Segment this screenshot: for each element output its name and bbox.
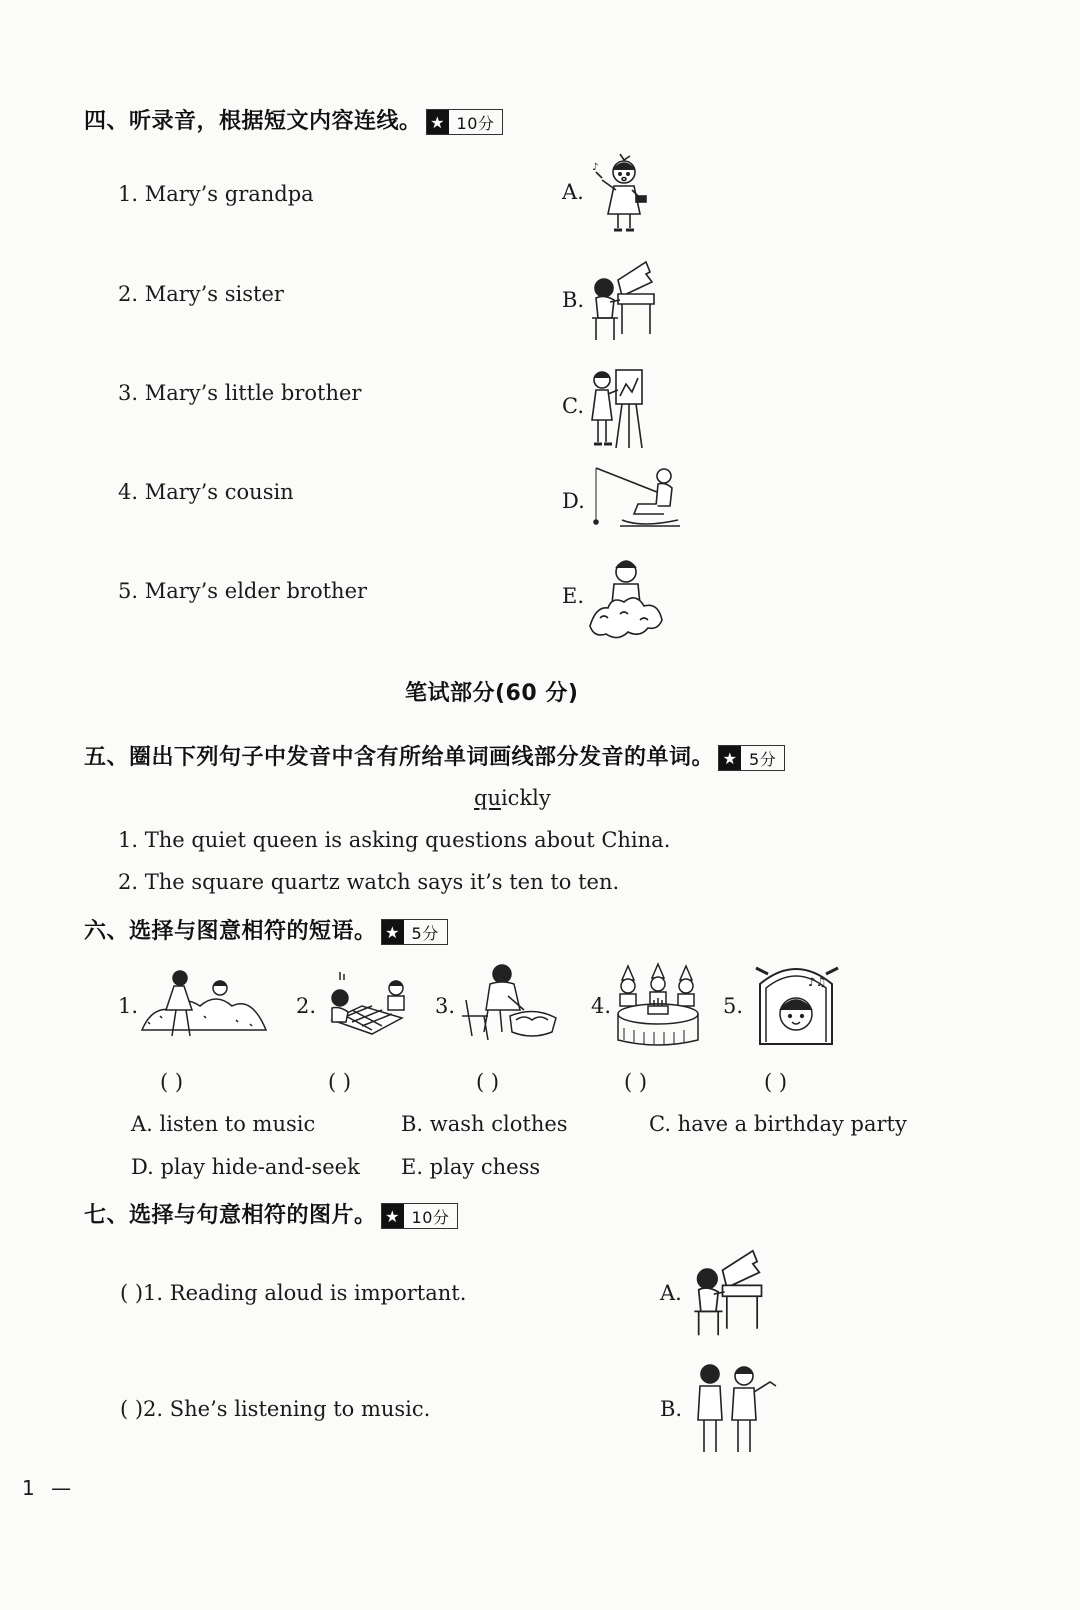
section4-item-5: 5. Mary’s elder brother xyxy=(118,579,368,603)
choice-c: C. have a birthday party xyxy=(649,1112,907,1136)
section5-sentence-1: 1. The quiet queen is asking questions about China. xyxy=(118,828,671,852)
section7-heading: 七、选择与句意相符的图片。 ★ 10分 xyxy=(84,1198,458,1229)
boy-piano-illustration-2 xyxy=(690,1246,768,1340)
girl-painting-illustration xyxy=(586,366,648,450)
answer-blank-1[interactable]: ( ) xyxy=(160,1070,184,1094)
svg-text:♪♫: ♪♫ xyxy=(808,975,827,989)
answer-blank-2[interactable]: ( ) xyxy=(328,1070,352,1094)
key-word-underlined: qu xyxy=(474,786,501,810)
section4-option-b: B. xyxy=(562,288,585,312)
key-word: quickly xyxy=(474,786,551,810)
section6-score-box: ★ 5分 xyxy=(381,919,448,945)
section5-sentence-2: 2. The square quartz watch says it’s ten to ten. xyxy=(118,870,620,894)
birthday-party-illustration xyxy=(612,962,704,1050)
girl-singing-illustration xyxy=(592,150,652,240)
section7-option-a: A. xyxy=(660,1281,682,1305)
section4-heading: 四、听录音，根据短文内容连线。 ★ 10分 xyxy=(84,104,503,135)
section7-sentence-2: ( )2. She’s listening to music. xyxy=(120,1397,431,1421)
section4-option-c: C. xyxy=(562,394,584,418)
hide-and-seek-illustration xyxy=(140,966,268,1046)
choice-a: A. listen to music xyxy=(131,1112,316,1136)
choice-e: E. play chess xyxy=(401,1155,541,1179)
section7-option-b: B. xyxy=(660,1397,683,1421)
answer-blank-5[interactable]: ( ) xyxy=(764,1070,788,1094)
section6-pic-label-1: 1. xyxy=(118,994,139,1018)
choice-d: D. play hide-and-seek xyxy=(131,1155,360,1179)
section5-heading: 五、圈出下列句子中发音中含有所给单词画线部分发音的单词。 ★ 5分 xyxy=(84,740,785,771)
grandpa-fishing-illustration xyxy=(592,464,684,534)
section6-pic-label-4: 4. xyxy=(591,994,612,1018)
section6-heading: 六、选择与图意相符的短语。 ★ 5分 xyxy=(84,914,448,945)
listen-to-music-illustration xyxy=(752,964,842,1050)
section4-option-e: E. xyxy=(562,584,585,608)
section4-option-a: A. xyxy=(562,180,584,204)
section4-item-3: 3. Mary’s little brother xyxy=(118,381,362,405)
section4-item-4: 4. Mary’s cousin xyxy=(118,480,294,504)
section4-item-1: 1. Mary’s grandpa xyxy=(118,182,314,206)
section6-pic-label-2: 2. xyxy=(296,994,317,1018)
star-icon: ★ xyxy=(427,110,449,134)
section6-pic-label-5: 5. xyxy=(723,994,744,1018)
boy-hiding-illustration xyxy=(586,556,666,640)
answer-blank-4[interactable]: ( ) xyxy=(624,1070,648,1094)
boy-piano-illustration xyxy=(588,258,660,344)
wash-clothes-illustration xyxy=(458,960,560,1048)
section7-score-box: ★ 10分 xyxy=(381,1203,459,1229)
star-icon: ★ xyxy=(382,1204,404,1228)
choice-b: B. wash clothes xyxy=(401,1112,568,1136)
play-chess-illustration xyxy=(322,970,412,1042)
written-part-title: 笔试部分(60 分) xyxy=(405,681,579,706)
section4-item-2: 2. Mary’s sister xyxy=(118,282,284,306)
svg-text:♪: ♪ xyxy=(592,162,599,173)
section4-score-box: ★ 10分 xyxy=(426,109,504,135)
answer-blank-3[interactable]: ( ) xyxy=(476,1070,500,1094)
star-icon: ★ xyxy=(719,746,741,770)
page-number: 1 — xyxy=(22,1476,72,1500)
star-icon: ★ xyxy=(382,920,404,944)
section6-pic-label-3: 3. xyxy=(435,994,456,1018)
two-children-illustration xyxy=(688,1362,780,1456)
section5-score-box: ★ 5分 xyxy=(718,745,785,771)
section7-sentence-1: ( )1. Reading aloud is important. xyxy=(120,1281,467,1305)
section4-option-d: D. xyxy=(562,489,585,513)
